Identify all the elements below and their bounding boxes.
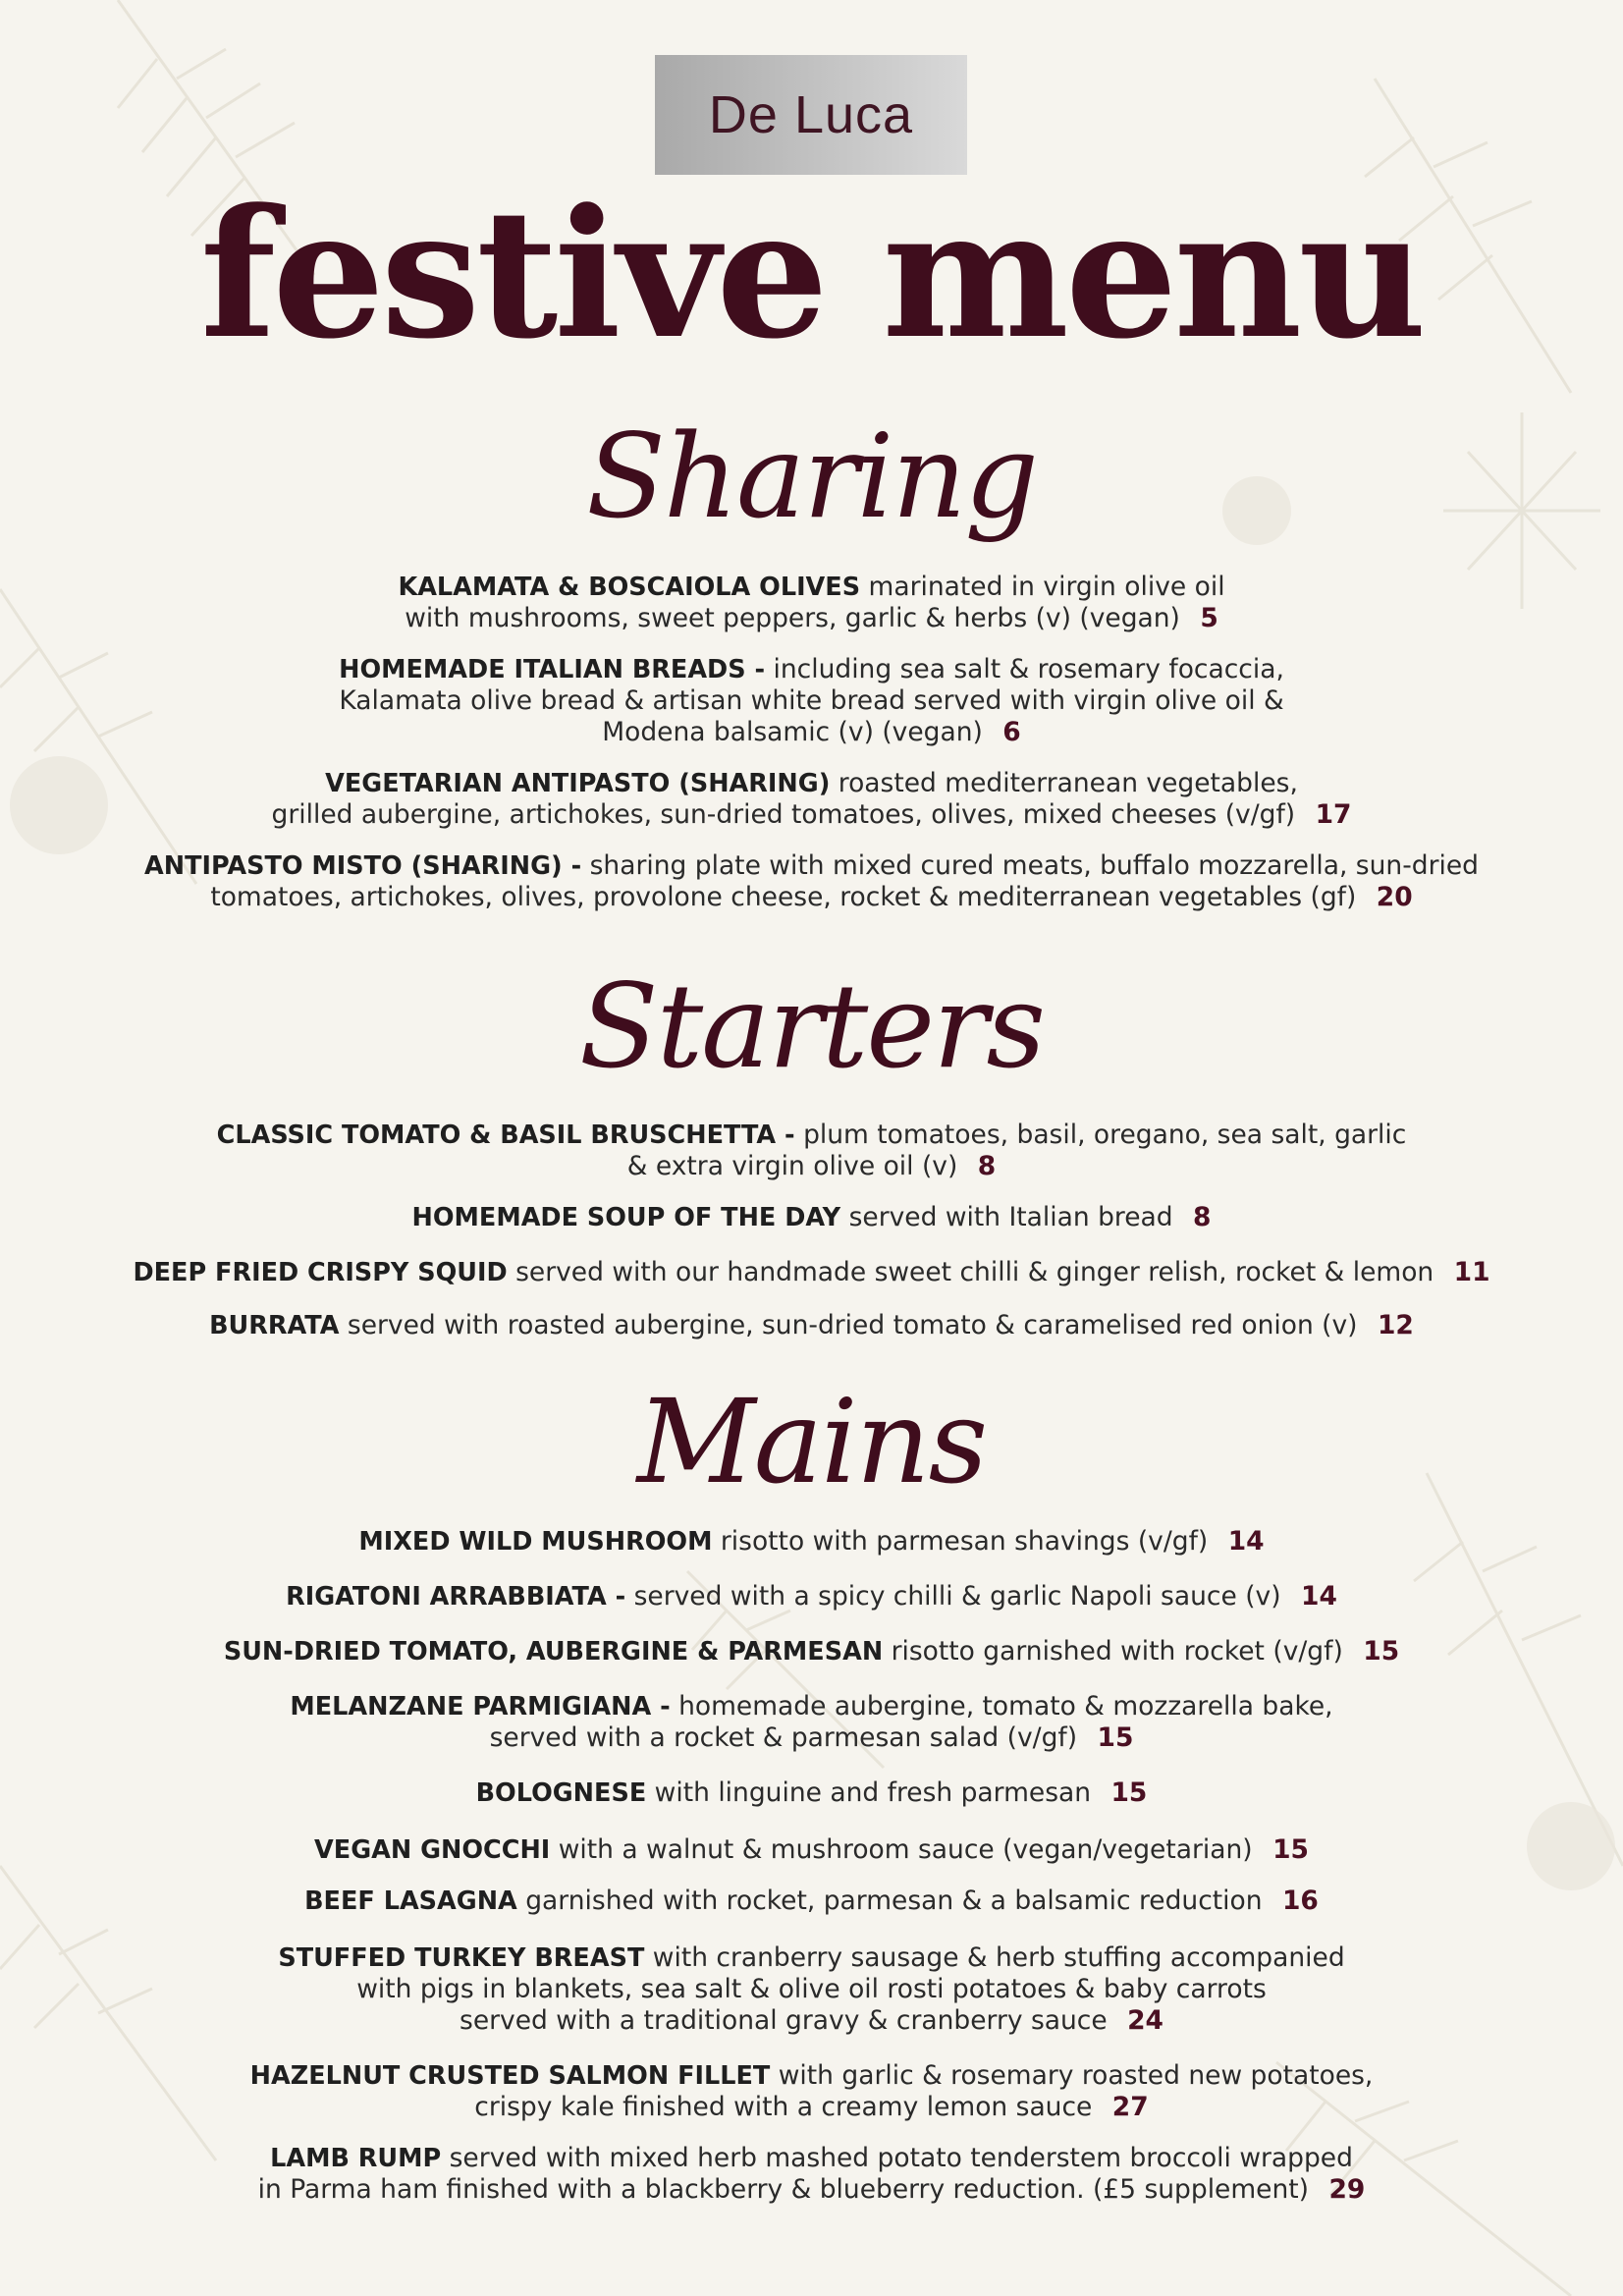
item-description: risotto with parmesan shavings (v/gf) <box>720 1526 1209 1557</box>
item-price: 24 <box>1127 2005 1163 2036</box>
item-description: Kalamata olive bread & artisan white bread served with virgin olive oil & <box>339 685 1284 716</box>
menu-item <box>98 1526 1525 1558</box>
menu-item <box>98 1691 1525 1754</box>
item-description: tomatoes, artichokes, olives, provolone cheese, rocket & mediterranean vegetables (gf) <box>210 882 1357 912</box>
item-name: MIXED WILD MUSHROOM <box>358 1527 713 1557</box>
menu-item <box>98 768 1525 831</box>
menu-item <box>98 1834 1525 1866</box>
item-name: RIGATONI ARRABBIATA - <box>286 1582 626 1612</box>
item-price: 14 <box>1227 1526 1265 1557</box>
item-price: 15 <box>1272 1834 1309 1865</box>
item-description: served with Italian bread <box>848 1202 1173 1232</box>
item-name: KALAMATA & BOSCAIOLA OLIVES <box>398 573 861 602</box>
menu-item <box>98 2143 1525 2206</box>
item-name: STUFFED TURKEY BREAST <box>278 1943 645 1973</box>
item-price: 12 <box>1377 1310 1414 1340</box>
item-name: LAMB RUMP <box>270 2144 442 2173</box>
item-description: with linguine and fresh parmesan <box>654 1777 1092 1808</box>
item-description: including sea salt & rosemary focaccia, <box>773 654 1284 684</box>
item-name: SUN-DRIED TOMATO, AUBERGINE & PARMESAN <box>223 1637 884 1667</box>
item-description: roasted mediterranean vegetables, <box>838 768 1298 798</box>
item-description: with pigs in blankets, sea salt & olive oil rosti potatoes & baby carrots <box>356 1974 1267 2004</box>
item-description: homemade aubergine, tomato & mozzarella bake, <box>678 1691 1333 1722</box>
menu-item <box>98 654 1525 748</box>
item-name: DEEP FRIED CRISPY SQUID <box>133 1258 508 1287</box>
menu-item <box>98 1202 1525 1233</box>
item-description: served with a spicy chilli & garlic Napoli sauce (v) <box>633 1581 1281 1612</box>
item-description: with a walnut & mushroom sauce (vegan/vegetarian) <box>558 1834 1253 1865</box>
brand-name: De Luca <box>708 85 914 144</box>
menu-item <box>98 1636 1525 1667</box>
item-name: BEEF LASAGNA <box>304 1886 517 1916</box>
item-description: grilled aubergine, artichokes, sun-dried tomatoes, olives, mixed cheeses (v/gf) <box>271 799 1296 830</box>
item-name: BOLOGNESE <box>475 1778 647 1808</box>
item-price: 29 <box>1328 2174 1366 2205</box>
item-description: served with our handmade sweet chilli & ginger relish, rocket & lemon <box>515 1257 1434 1287</box>
item-name: HOMEMADE SOUP OF THE DAY <box>411 1203 841 1232</box>
item-price: 5 <box>1200 603 1218 633</box>
item-name: CLASSIC TOMATO & BASIL BRUSCHETTA - <box>216 1121 795 1150</box>
menu-item <box>98 2060 1525 2123</box>
item-description: garnished with rocket, parmesan & a balsamic reduction <box>525 1886 1263 1916</box>
item-description: in Parma ham finished with a blackberry & blueberry reduction. (£5 supplement) <box>257 2174 1310 2205</box>
item-name: HAZELNUT CRUSTED SALMON FILLET <box>249 2061 771 2091</box>
section-heading-sharing: Sharing <box>586 409 1037 544</box>
menu-item <box>98 1942 1525 2037</box>
item-name: MELANZANE PARMIGIANA - <box>290 1692 671 1722</box>
item-description: sharing plate with mixed cured meats, buffalo mozzarella, sun-dried <box>589 850 1479 881</box>
item-price: 17 <box>1315 799 1352 830</box>
item-price: 27 <box>1111 2092 1149 2122</box>
starters-items <box>98 1120 1525 1341</box>
item-description: & extra virgin olive oil (v) <box>626 1151 958 1181</box>
mains-items <box>98 1526 1525 2206</box>
menu-item <box>98 1310 1525 1341</box>
sharing-items <box>98 572 1525 913</box>
item-description: plum tomatoes, basil, oregano, sea salt, garlic <box>803 1120 1407 1150</box>
item-price: 6 <box>1002 717 1021 747</box>
item-price: 15 <box>1110 1777 1148 1808</box>
item-name: HOMEMADE ITALIAN BREADS - <box>339 655 766 684</box>
item-description: with mushrooms, sweet peppers, garlic & herbs (v) (vegan) <box>405 603 1180 633</box>
menu-item <box>98 850 1525 913</box>
item-price: 8 <box>977 1151 997 1181</box>
item-price: 14 <box>1301 1581 1337 1612</box>
item-price: 11 <box>1453 1257 1490 1287</box>
item-price: 16 <box>1281 1886 1319 1916</box>
item-description: crispy kale finished with a creamy lemon sauce <box>474 2092 1093 2122</box>
item-name: BURRATA <box>209 1311 340 1340</box>
item-price: 8 <box>1193 1202 1212 1232</box>
menu-item <box>98 572 1525 634</box>
menu-item <box>98 1886 1525 1917</box>
menu-item <box>98 1120 1525 1182</box>
item-name: VEGAN GNOCCHI <box>314 1835 551 1865</box>
item-price: 20 <box>1376 882 1413 912</box>
item-description: marinated in virgin olive oil <box>868 572 1225 602</box>
item-price: 15 <box>1363 1636 1400 1667</box>
item-description: with garlic & rosemary roasted new potatoes, <box>778 2060 1374 2091</box>
page-title: festive menu <box>199 171 1424 378</box>
menu-item <box>98 1581 1525 1613</box>
brand-logo <box>655 55 967 175</box>
section-heading-mains: Mains <box>636 1374 987 1509</box>
item-description: served with roasted aubergine, sun-dried tomato & caramelised red onion (v) <box>347 1310 1358 1340</box>
item-description: with cranberry sausage & herb stuffing accompanied <box>652 1942 1345 1973</box>
item-description: Modena balsamic (v) (vegan) <box>602 717 983 747</box>
item-name: VEGETARIAN ANTIPASTO (SHARING) <box>325 769 831 798</box>
menu-item <box>98 1777 1525 1809</box>
menu-item <box>98 1257 1525 1288</box>
item-price: 15 <box>1097 1722 1134 1753</box>
item-description: risotto garnished with rocket (v/gf) <box>891 1636 1343 1667</box>
item-description: served with mixed herb mashed potato tenderstem broccoli wrapped <box>449 2143 1353 2173</box>
item-name: ANTIPASTO MISTO (SHARING) - <box>144 851 582 881</box>
item-description: served with a traditional gravy & cranberry sauce <box>460 2005 1108 2036</box>
section-heading-starters: Starters <box>578 958 1045 1094</box>
item-description: served with a rocket & parmesan salad (v/gf) <box>489 1722 1078 1753</box>
